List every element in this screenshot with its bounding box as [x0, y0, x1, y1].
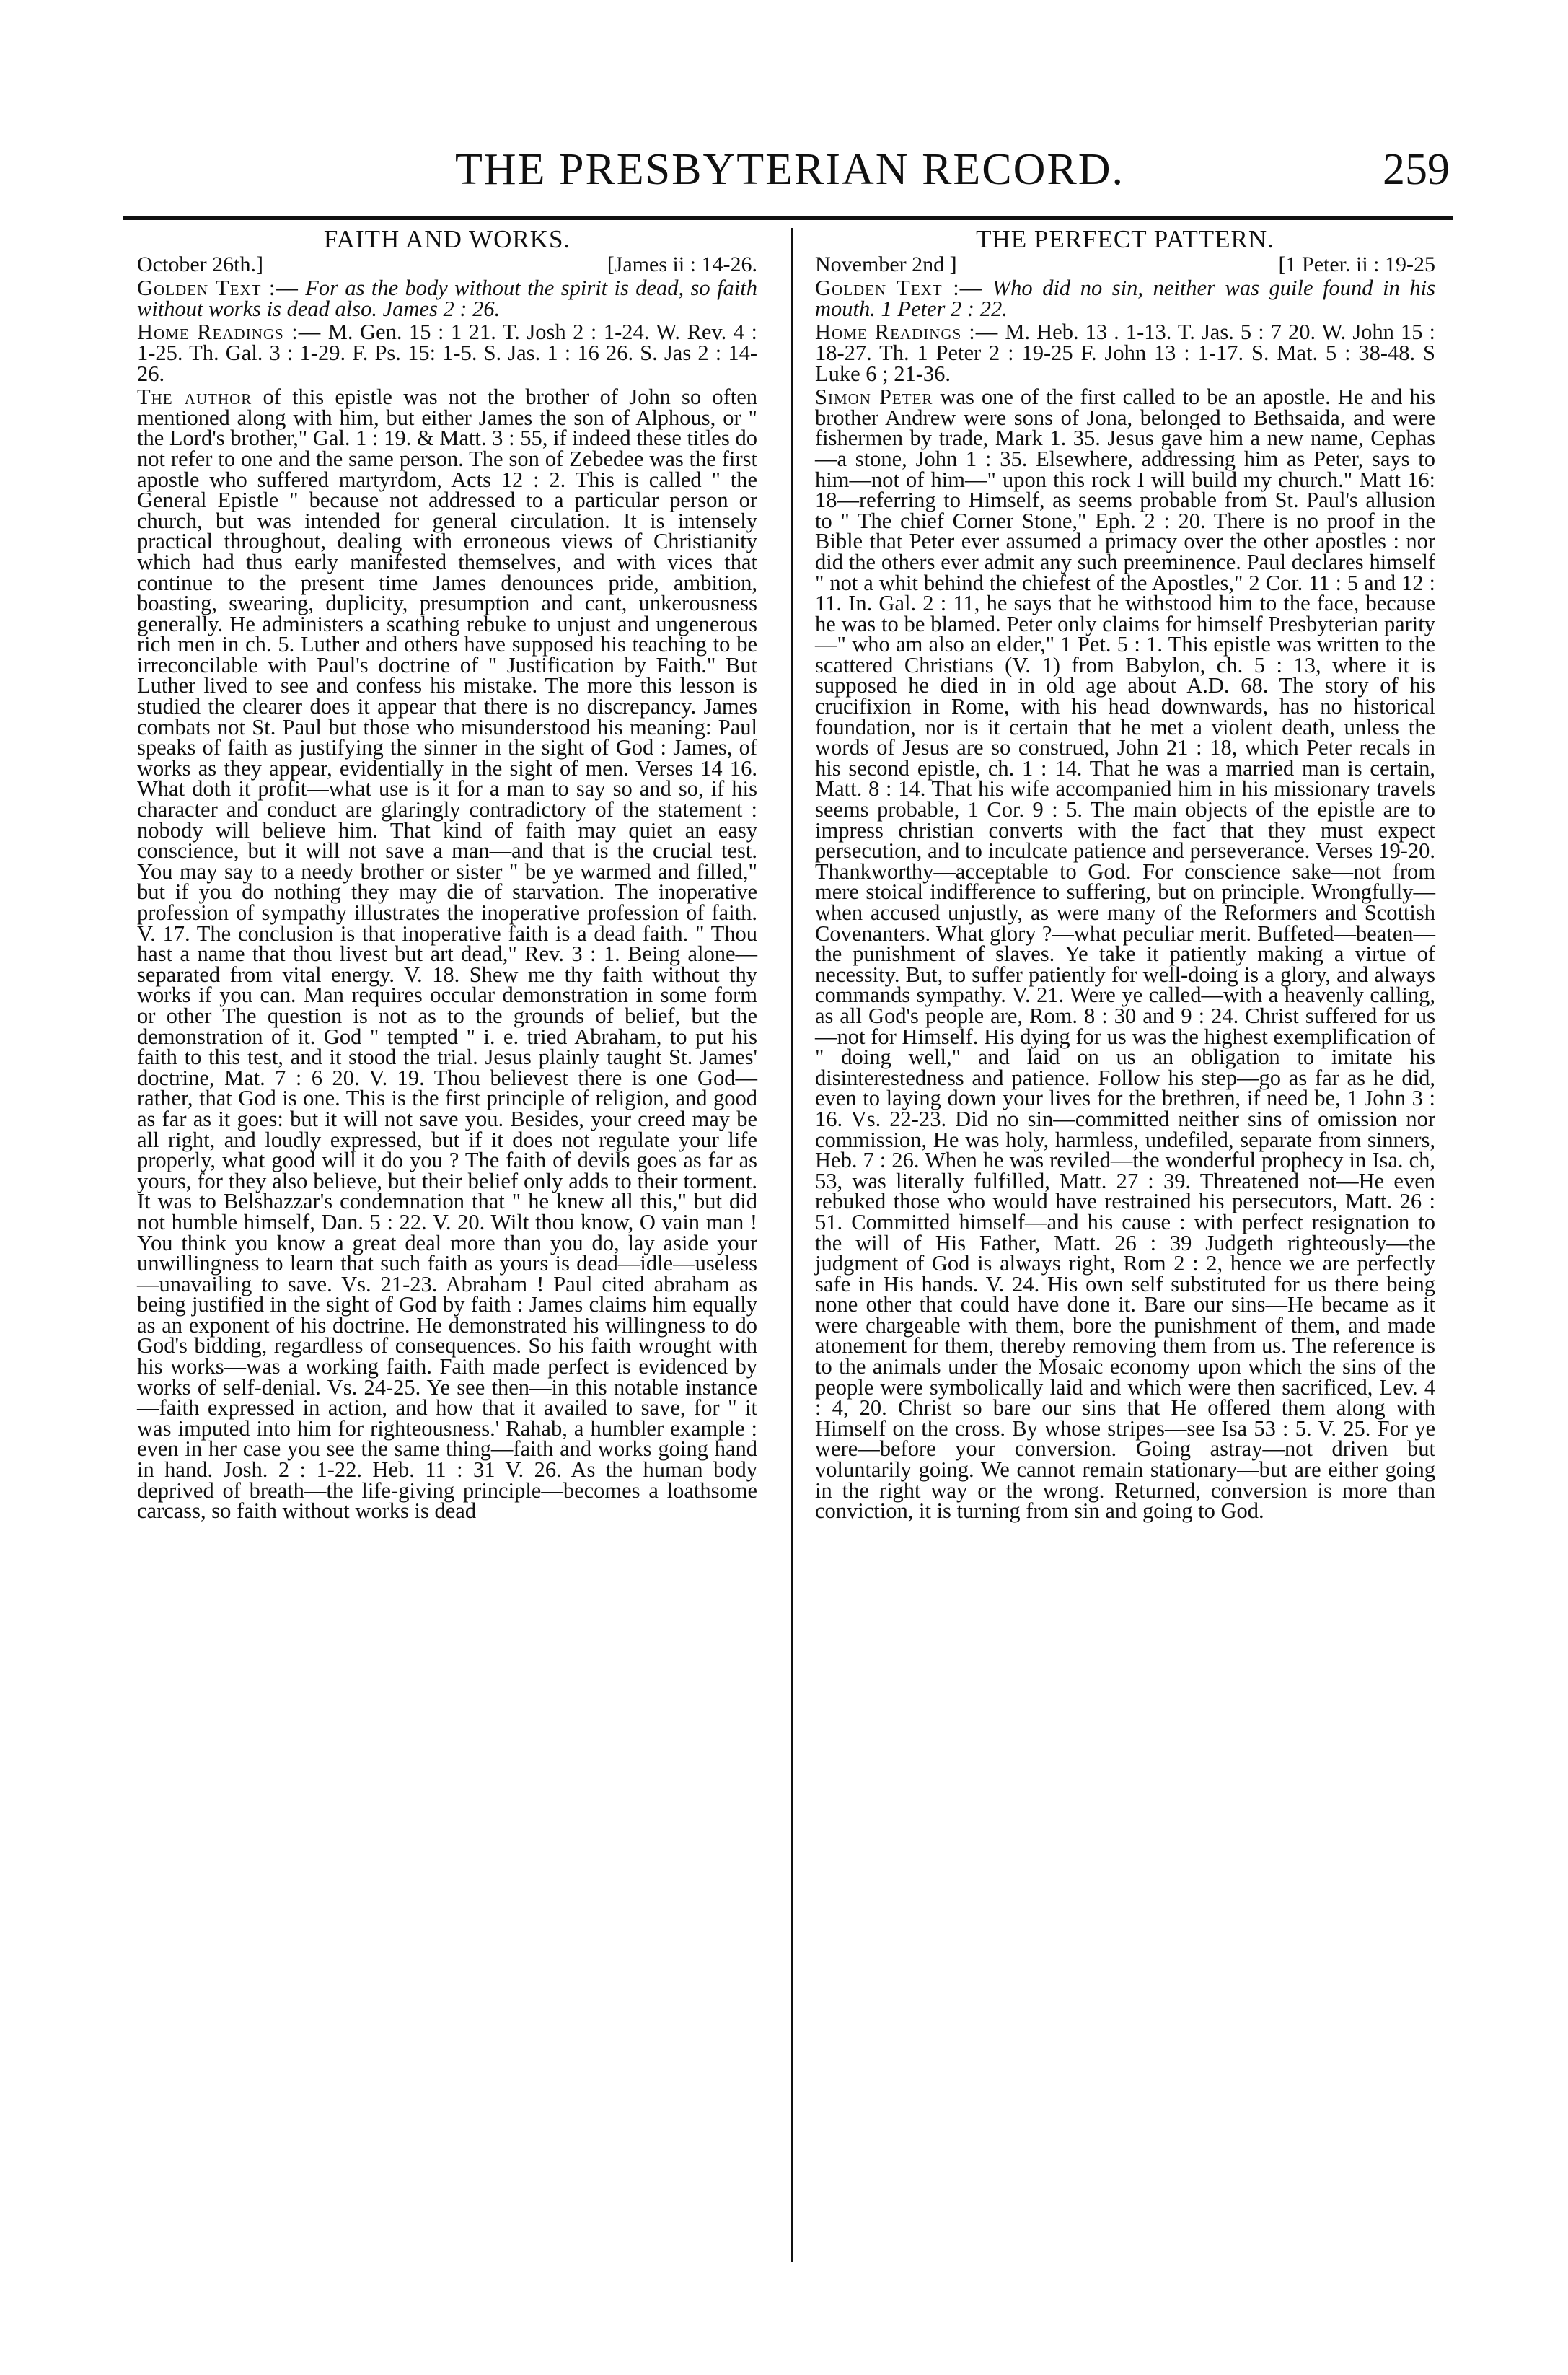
- lesson-date: October 26th.]: [137, 252, 263, 276]
- home-readings-list: M. Heb. 13 . 1-13. T. Jas. 5 : 7 20. W. John 15 : 18-27. Th. 1 Peter 2 : 19-25 F. John 13 : 1-17. S. Mat. 5 : 38-48. S Luke 6 ; 21-36.: [815, 320, 1436, 386]
- column-divider: [791, 228, 793, 2262]
- lesson-lead-in: Simon Peter: [815, 385, 933, 410]
- lesson-text: was one of the first called to be an apostle. He and his brother Andrew were sons of Jona, belonged to Bethsaida, and were fishermen by trade, Mark 1. 35. Jesus gave him a new name, Cephas—a stone, John 1 : 35. Elsewhere, addressing him as Peter, says to him—not of him—" upon this rock I will build my church." Matt 16: 18—referring to Himself, as seems probable from St. Paul's allusion to " The chief Corner Stone," Eph. 2 : 20. There is no proof in the Bible that Peter ever assumed a primacy over the other apostles : nor did the others ever admit any such preeminence. Paul declares himself " not a whit behind the chiefest of the Apostles," 2 Cor. 11 : 5 and 12 : 11. In. Gal. 2 : 11, he says that he withstood him to the face, because he was to be blamed. Peter only claims for himself Presbyterian parity—" who am also an elder," 1 Pet. 5 : 1. This epistle was written to the scattered Christians (V. 1) from Babylon, ch. 5 : 13, where it is supposed he died in in old age about A.D. 68. The story of his crucifixion in Rome, with his head downwards, has no historical foundation, nor is it certain that he met a violent death, unless the words of Jesus are so construed, John 21 : 18, which Peter recals in his second epistle, ch. 1 : 14. That he was a married man is certain, Matt. 8 : 14. That his wife accompanied him in his missionary travels seems probable, 1 Cor. 9 : 5. The main objects of the epistle are to impress christian converts with the fact that they must expect persecution, and to inculcate patience and perseverance. Verses 19-20. Thankworthy—acceptable to God. For conscience sake—not from mere stoical indifference to suffering, but on principle. Wrongfully—when accused unjustly, as were many of the Reformers and Scottish Covenanters. What glory ?—what peculiar merit. Buffeted—beaten—the punishment of slaves. Ye take it patiently making a virtue of necessity. But, to suffer patiently for well-doing is a glory, and always commands sympathy. V. 21. Were ye called—with a heavenly calling, as all God's people are, Rom. 8 : 30 and 9 : 24. Christ suffered for us—not for Himself. His dying for us was the highest exemplification of " doing well," and laid on us an obligation to imitate his disinterestedness and patience. Follow his step—go as far as he did, even to laying down your lives for the brethren, if need be, 1 John 3 : 16. Vs. 22-23. Did no sin—committed neither sins of omission nor commission, He was holy, harmless, undefiled, separate from sinners, Heb. 7 : 26. When he was reviled—the wonderful prophecy in Isa. ch, 53, was literally fulfilled, Matt. 27 : 39. Threatened not—He even rebuked those who would have restrained his persecutors, Matt. 26 : 51. Committed himself—and his cause : with perfect resignation to the will of His Father, Matt. 26 : 39 Judgeth righteously—the judgment of God is always right, Rom 2 : 2, hence we are perfectly safe in His hands. V. 24. His own self substituted for us there being none other that could have done it. Bare our sins—He became as it were chargeable with them, bore the punishment of them, and made atonement for them, thereby removing them from us. The reference is to the animals under the Mosaic economy upon which the sins of the people were symbolically laid and which were then sacrificed, Lev. 4 : 4, 20. Christ so bare our sins that He offered them along with Himself on the cross. By whose stripes—see Isa 53 : 5. V. 25. For ye were—before your conversion. Going astray—not driven but voluntarily going. We cannot remain stationary—but are either going in the right way or the wrong. Returned, conversion is more than conviction, it is turning from sin and going to God.: [815, 385, 1435, 1524]
- lesson-reference: [1 Peter. ii : 19-25: [1278, 252, 1435, 276]
- golden-text-verse: Who did no sin, neither was guile found in his mouth. 1 Peter 2 : 22.: [815, 276, 1435, 321]
- golden-text-label: Golden Text :—: [815, 276, 983, 301]
- golden-text: [815, 278, 1435, 319]
- golden-text: [137, 278, 757, 319]
- header-rule: [123, 216, 1453, 220]
- lesson-dateline: [815, 252, 1435, 276]
- lesson-heading: THE PERFECT PATTERN.: [976, 225, 1274, 253]
- home-readings-label: Home Readings :—: [137, 320, 322, 345]
- lesson-dateline: [137, 252, 757, 276]
- page-number: 259: [1383, 145, 1450, 194]
- home-readings: [815, 322, 1435, 384]
- lesson-reference: [James ii : 14-26.: [607, 252, 757, 276]
- golden-text-label: Golden Text :—: [137, 276, 299, 301]
- golden-text-verse: For as the body without the spirit is dead, so faith without works is dead also. James 2 : 26.: [137, 276, 757, 321]
- publication-title: THE PRESBYTERIAN RECORD.: [454, 145, 1125, 194]
- lesson-heading: FAITH AND WORKS.: [323, 225, 571, 253]
- lesson-body: [815, 387, 1435, 1522]
- lesson-date: November 2nd ]: [815, 252, 957, 276]
- home-readings-label: Home Readings :—: [815, 320, 999, 345]
- home-readings: [137, 322, 757, 384]
- lesson-body: [137, 387, 757, 1522]
- lesson-lead-in: The author: [137, 385, 252, 410]
- lesson-text: of this epistle was not the brother of John so often mentioned along with him, but either James the son of Alphous, or " the Lord's brother," Gal. 1 : 19. & Matt. 3 : 55, if indeed these titles do not refer to one and the same person. The son of Zebedee was the first apostle who suffered martyrdom, Acts 12 : 2. This is called " the General Epistle " because not addressed to a particular person or church, but was intended for general circulation. It is intensely practical throughout, dealing with erroneous views of Christianity which had thus early manifested themselves, and with vices that continue to the present time James denounces pride, ambition, boasting, swearing, duplicity, presumption and cant, unkerousness generally. He administers a scathing rebuke to unjust and ungenerous rich men in ch. 5. Luther and others have supposed his teaching to be irreconcilable with Paul's doctrine of " Justification by Faith." But Luther lived to see and confess his mistake. The more this lesson is studied the clearer does it appear that there is no discrepancy. James combats not St. Paul but those who misunderstood his meaning: Paul speaks of faith as justifying the sinner in the sight of God : James, of works as they appear, evidentially in the sight of men. Verses 14 16. What doth it profit—what use is it for a man to say so and so, if his character and conduct are glaringly contradictory of the statement : nobody will believe him. That kind of faith may quiet an easy conscience, but it will not save a man—and that is the crucial test. You may say to a needy brother or sister " be ye warmed and filled," but if you do nothing they may die of starvation. The inoperative profession of sympathy illustrates the inoperative profession of faith. V. 17. The conclusion is that inoperative faith is a dead faith. " Thou hast a name that thou livest but art dead," Rev. 3 : 1. Being alone—separated from vital energy. V. 18. Shew me thy faith without thy works if you can. Man requires occular demonstration in some form or other The question is not as to the grounds of belief, but the demonstration of it. God " tempted " i. e. tried Abraham, to put his faith to this test, and it stood the trial. Jesus plainly taught St. James' doctrine, Mat. 7 : 6 20. V. 19. Thou believest there is one God—rather, that God is one. This is the first principle of religion, and good as far as it goes: but it will not save you. Besides, your creed may be all right, and loudly expressed, but if it does not regulate your life properly, what good will it do you ? The faith of devils goes as far as yours, for they also believe, but their belief only adds to their torment. It was to Belshazzar's condemnation that " he knew all this," but did not humble himself, Dan. 5 : 22. V. 20. Wilt thou know, O vain man ! You think you know a great deal more than you do, lay aside your unwillingness to learn that such faith as yours is dead—idle—useless—unavailing to save. Vs. 21-23. Abraham ! Paul cited abraham as being justified in the sight of God by faith : James claims him equally as an exponent of his doctrine. He demonstrated his willingness to do God's bidding, regardless of consequences. So his faith wrought with his works—was a working faith. Faith made perfect is evidenced by works of self-denial. Vs. 24-25. Ye see then—in this notable instance—faith expressed in action, and how that it availed to save, for " it was imputed into him for righteousness.' Rahab, a humbler example : even in her case you see the same thing—faith and works going hand in hand. Josh. 2 : 1-22. Heb. 11 : 31 V. 26. As the human body deprived of breath—the life-giving principle—becomes a loathsome carcass, so faith without works is dead: [137, 385, 757, 1524]
- lesson-perfect-pattern: [815, 225, 1436, 1524]
- home-readings-list: M. Gen. 15 : 1 21. T. Josh 2 : 1-24. W. Rev. 4 : 1-25. Th. Gal. 3 : 1-29. F. Ps. 15: 1-5. S. Jas. 1 : 16 26. S. Jas 2 : 14-26.: [137, 320, 758, 386]
- lesson-faith-and-works: [137, 225, 758, 1524]
- masthead: [130, 144, 1450, 202]
